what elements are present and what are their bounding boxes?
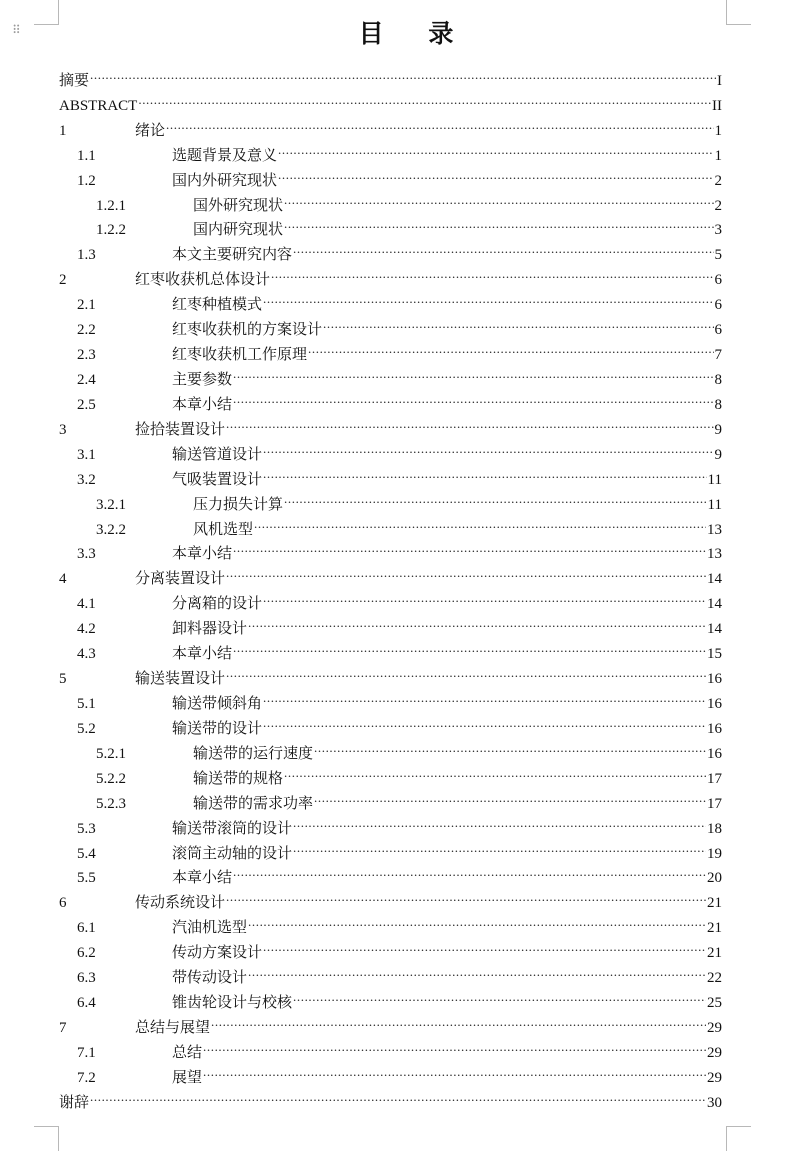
toc-entry-page: 5 xyxy=(714,247,722,264)
toc-entry-title: 风机选型 xyxy=(193,519,254,538)
toc-entry-title: 传动方案设计 xyxy=(172,943,263,962)
toc-entry-title: 国内外研究现状 xyxy=(172,170,278,189)
toc-entry-page: II xyxy=(712,97,722,114)
toc-dot-leader xyxy=(278,160,713,185)
toc-entry-number: 3.2.1 xyxy=(96,496,126,513)
toc-dot-leader xyxy=(90,1082,706,1107)
toc-entry-page: 17 xyxy=(707,770,722,787)
toc-entry-page: 14 xyxy=(707,596,722,613)
toc-dot-leader xyxy=(263,683,706,708)
toc-entry-page: 6 xyxy=(714,272,722,289)
toc-dot-leader xyxy=(233,384,713,409)
toc-entry-page: 7 xyxy=(714,347,722,364)
toc-entry-page: 9 xyxy=(714,446,722,463)
toc-entry-title: 展望 xyxy=(172,1067,203,1086)
toc-entry-title: 国外研究现状 xyxy=(193,195,284,214)
crop-mark-bottom-left xyxy=(34,1126,59,1151)
toc-dot-leader xyxy=(211,1007,706,1032)
toc-dot-leader xyxy=(248,907,706,932)
toc-entry-title: 本章小结 xyxy=(172,394,233,413)
toc-entry-title: 锥齿轮设计与校核 xyxy=(172,993,293,1012)
toc-dot-leader xyxy=(284,210,713,235)
toc-dot-leader xyxy=(293,833,706,858)
toc-entry-title: 汽油机选型 xyxy=(172,918,248,937)
toc-entry-number: 5.2.3 xyxy=(96,795,126,812)
toc-entry[interactable] xyxy=(59,85,722,114)
toc-entry-page: 8 xyxy=(714,396,722,413)
toc-entry-number: 1.2.2 xyxy=(96,222,126,239)
toc-entry-title: 摘要 xyxy=(59,70,90,89)
toc-entry-number: 5.2.1 xyxy=(96,745,126,762)
toc-entry-page: 21 xyxy=(707,945,722,962)
toc-dot-leader xyxy=(284,484,707,509)
toc-entry-page: 21 xyxy=(707,920,722,937)
toc-entry-page: 25 xyxy=(707,995,722,1012)
toc-entry-title: 本章小结 xyxy=(172,868,233,887)
crop-mark-bottom-right xyxy=(726,1126,751,1151)
toc-entry-title: 总结 xyxy=(172,1042,203,1061)
toc-entry-title: 选题背景及意义 xyxy=(172,145,278,164)
toc-dot-leader xyxy=(263,434,713,459)
toc-entry-title: 红枣收获机工作原理 xyxy=(172,345,308,364)
toc-entry-page: 30 xyxy=(707,1094,722,1111)
toc-entry-page: 18 xyxy=(707,820,722,837)
toc-dot-leader xyxy=(284,758,706,783)
toc-entry[interactable] xyxy=(59,60,722,89)
toc-entry-title: 分离装置设计 xyxy=(135,569,226,588)
toc-entry-number: 2.1 xyxy=(77,297,96,314)
toc-entry-page: 16 xyxy=(707,695,722,712)
toc-dot-leader xyxy=(90,60,716,85)
toc-entry-number: 1.2.1 xyxy=(96,197,126,214)
toc-dot-leader xyxy=(314,733,706,758)
toc-entry-title: 绪论 xyxy=(135,120,166,139)
toc-entry-title: 国内研究现状 xyxy=(193,220,284,239)
toc-entry-page: I xyxy=(717,72,722,89)
toc-entry-page: 11 xyxy=(707,471,722,488)
toc-entry-number: 4.3 xyxy=(77,646,96,663)
toc-dot-leader xyxy=(271,259,713,284)
toc-entry-number: 4.1 xyxy=(77,596,96,613)
toc-dot-leader xyxy=(233,633,706,658)
toc-entry-number: 1.2 xyxy=(77,172,96,189)
toc-dot-leader xyxy=(233,359,713,384)
toc-entry-page: 16 xyxy=(707,720,722,737)
toc-entry-page: 6 xyxy=(714,297,722,314)
toc-entry-page: 20 xyxy=(707,870,722,887)
toc-dot-leader xyxy=(293,982,706,1007)
toc-entry-title: 带传动设计 xyxy=(172,968,248,987)
toc-entry-title: 总结与展望 xyxy=(135,1017,211,1036)
toc-entry-number: 5.3 xyxy=(77,820,96,837)
toc-dot-leader xyxy=(293,808,706,833)
toc-entry-title: 输送带的设计 xyxy=(172,718,263,737)
toc-entry-page: 15 xyxy=(707,646,722,663)
toc-dot-leader xyxy=(308,334,713,359)
toc-entry-number: 2.3 xyxy=(77,347,96,364)
toc-entry-number: 6.2 xyxy=(77,945,96,962)
toc-entry-title: 传动系统设计 xyxy=(135,893,226,912)
toc-entry-title: 本章小结 xyxy=(172,544,233,563)
toc-entry-number: 6.3 xyxy=(77,970,96,987)
toc-dot-leader xyxy=(138,85,711,110)
toc-entry-title: ABSTRACT xyxy=(59,97,138,114)
toc-entry-page: 1 xyxy=(714,122,722,139)
toc-entry-title: 本文主要研究内容 xyxy=(172,245,293,264)
toc-entry-number: 6.1 xyxy=(77,920,96,937)
toc-dot-leader xyxy=(226,882,706,907)
toc-dot-leader xyxy=(323,309,713,334)
toc-entry-title: 输送带滚筒的设计 xyxy=(172,818,293,837)
toc-dot-leader xyxy=(284,185,713,210)
toc-entry-number: 7 xyxy=(59,1019,67,1036)
toc-dot-leader xyxy=(226,409,713,434)
toc-dot-leader xyxy=(314,783,706,808)
toc-entry-page: 16 xyxy=(707,671,722,688)
toc-entry-number: 1.3 xyxy=(77,247,96,264)
toc-dot-leader xyxy=(263,284,713,309)
toc-dot-leader xyxy=(233,534,706,559)
toc-dot-leader xyxy=(293,234,713,259)
toc-entry-number: 5 xyxy=(59,671,67,688)
toc-entry-page: 9 xyxy=(714,421,722,438)
toc-entry-page: 13 xyxy=(707,521,722,538)
toc-entry-number: 6 xyxy=(59,895,67,912)
toc-entry-number: 6.4 xyxy=(77,995,96,1012)
table-of-contents xyxy=(59,60,722,1111)
toc-entry-page: 29 xyxy=(707,1019,722,1036)
toc-entry-page: 8 xyxy=(714,371,722,388)
toc-entry-title: 输送带的运行速度 xyxy=(193,743,314,762)
toc-entry-page: 17 xyxy=(707,795,722,812)
toc-entry-number: 1 xyxy=(59,122,67,139)
toc-dot-leader xyxy=(263,708,706,733)
toc-entry-page: 22 xyxy=(707,970,722,987)
toc-entry-title: 红枣收获机的方案设计 xyxy=(172,320,323,339)
toc-entry-page: 11 xyxy=(707,496,722,513)
drag-handle-icon[interactable]: ⠿ xyxy=(12,23,22,37)
toc-entry-page: 16 xyxy=(707,745,722,762)
toc-dot-leader xyxy=(203,1032,706,1057)
toc-entry-page: 14 xyxy=(707,571,722,588)
toc-entry-page: 2 xyxy=(714,172,722,189)
toc-entry-title: 红枣收获机总体设计 xyxy=(135,270,271,289)
toc-entry-page: 29 xyxy=(707,1044,722,1061)
toc-dot-leader xyxy=(226,658,706,683)
toc-entry-title: 压力损失计算 xyxy=(193,494,284,513)
toc-entry-title: 卸料器设计 xyxy=(172,619,248,638)
toc-entry-number: 3 xyxy=(59,421,67,438)
toc-entry-number: 5.2 xyxy=(77,720,96,737)
toc-entry-page: 19 xyxy=(707,845,722,862)
toc-entry-number: 4 xyxy=(59,571,67,588)
toc-entry-number: 3.2.2 xyxy=(96,521,126,538)
toc-entry[interactable] xyxy=(59,110,722,139)
toc-entry-number: 3.3 xyxy=(77,546,96,563)
toc-entry-number: 5.5 xyxy=(77,870,96,887)
toc-entry-number: 3.1 xyxy=(77,446,96,463)
toc-entry-title: 红枣种植模式 xyxy=(172,295,263,314)
toc-entry-title: 滚筒主动轴的设计 xyxy=(172,843,293,862)
toc-entry-title: 输送带倾斜角 xyxy=(172,693,263,712)
toc-entry-title: 输送带的需求功率 xyxy=(193,793,314,812)
toc-entry-number: 3.2 xyxy=(77,471,96,488)
toc-dot-leader xyxy=(263,459,707,484)
page-title: 目 录 xyxy=(358,19,472,48)
toc-entry-page: 14 xyxy=(707,621,722,638)
toc-entry-title: 捡拾装置设计 xyxy=(135,419,226,438)
toc-dot-leader xyxy=(226,558,706,583)
toc-entry-title: 本章小结 xyxy=(172,644,233,663)
toc-entry-title: 谢辞 xyxy=(59,1092,90,1111)
toc-entry-title: 输送带的规格 xyxy=(193,768,284,787)
toc-dot-leader xyxy=(278,135,713,160)
toc-entry-number: 2.4 xyxy=(77,371,96,388)
toc-entry-page: 1 xyxy=(714,147,722,164)
toc-dot-leader xyxy=(233,858,706,883)
toc-entry-number: 2 xyxy=(59,272,67,289)
toc-entry-page: 3 xyxy=(714,222,722,239)
toc-entry-number: 7.1 xyxy=(77,1044,96,1061)
toc-entry[interactable] xyxy=(59,1082,722,1111)
toc-entry-page: 21 xyxy=(707,895,722,912)
toc-entry-page: 2 xyxy=(714,197,722,214)
toc-entry-number: 5.1 xyxy=(77,695,96,712)
toc-dot-leader xyxy=(166,110,713,135)
toc-entry-title: 主要参数 xyxy=(172,369,233,388)
toc-entry-number: 5.2.2 xyxy=(96,770,126,787)
toc-entry-page: 29 xyxy=(707,1069,722,1086)
toc-entry-number: 2.5 xyxy=(77,396,96,413)
toc-entry-title: 输送装置设计 xyxy=(135,669,226,688)
toc-dot-leader xyxy=(254,509,706,534)
toc-entry-page: 13 xyxy=(707,546,722,563)
toc-entry-title: 输送管道设计 xyxy=(172,444,263,463)
toc-dot-leader xyxy=(248,608,706,633)
toc-entry-number: 4.2 xyxy=(77,621,96,638)
toc-dot-leader xyxy=(248,957,706,982)
toc-entry-number: 2.2 xyxy=(77,322,96,339)
toc-entry-page: 6 xyxy=(714,322,722,339)
toc-dot-leader xyxy=(263,583,706,608)
toc-entry-number: 5.4 xyxy=(77,845,96,862)
toc-entry-title: 气吸装置设计 xyxy=(172,469,263,488)
toc-entry-number: 1.1 xyxy=(77,147,96,164)
toc-dot-leader xyxy=(263,932,706,957)
toc-entry-title: 分离箱的设计 xyxy=(172,594,263,613)
toc-dot-leader xyxy=(203,1057,706,1082)
toc-entry-number: 7.2 xyxy=(77,1069,96,1086)
